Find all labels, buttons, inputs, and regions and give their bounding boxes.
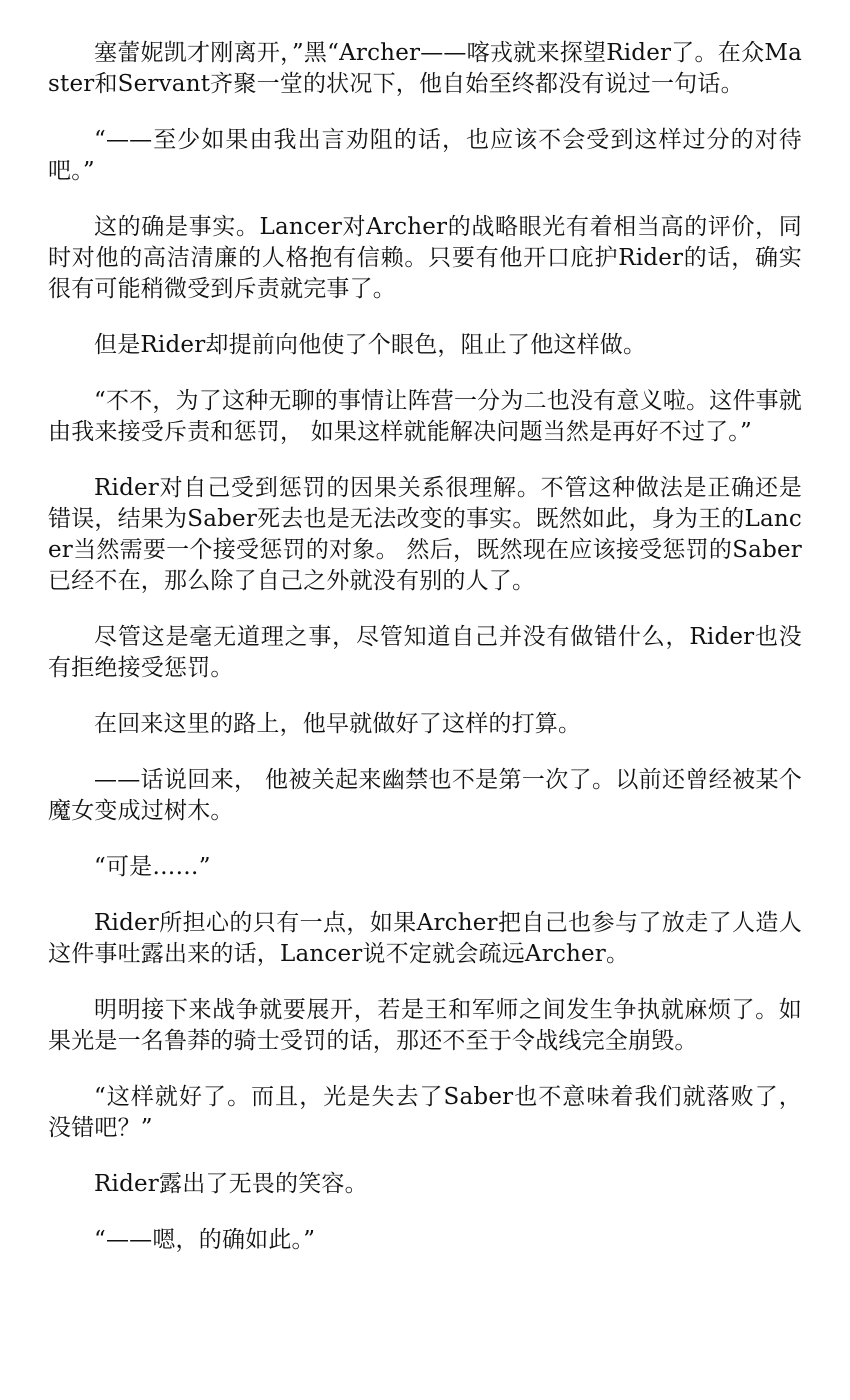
paragraph: “——至少如果由我出言劝阻的话，也应该不会受到这样过分的对待吧。” xyxy=(48,127,802,184)
paragraph: Rider露出了无畏的笑容。 xyxy=(94,1171,368,1197)
paragraph: 在回来这里的路上，他早就做好了这样的打算。 xyxy=(94,711,582,737)
paragraph: 但是Rider却提前向他使了个眼色，阻止了他这样做。 xyxy=(94,332,647,358)
paragraph: 这的确是事实。Lancer对Archer的战略眼光有着相当高的评价，同时对他的高洁清廉的人格抱有信赖。只要有他开口庇护Rider的话，确实很有可能稍微受到斥责就完事了。 xyxy=(48,214,802,302)
paragraph: Rider所担心的只有一点，如果Archer把自己也参与了放走了人造人这件事吐露出来的话，Lancer说不定就会疏远Archer。 xyxy=(48,910,802,967)
paragraph: 尽管这是毫无道理之事，尽管知道自己并没有做错什么，Rider也没有拒绝接受惩罚。 xyxy=(48,624,802,681)
paragraph: ——话说回来， 他被关起来幽禁也不是第一次了。以前还曾经被某个魔女变成过树木。 xyxy=(48,767,802,824)
paragraph: “可是……” xyxy=(94,854,211,880)
paragraph: “不不，为了这种无聊的事情让阵营一分为二也没有意义啦。这件事就由我来接受斥责和惩罚， 如果这样就能解决问题当然是再好不过了。” xyxy=(48,388,802,445)
paragraph: Rider对自己受到惩罚的因果关系很理解。不管这种做法是正确还是错误，结果为Saber死去也是无法改变的事实。既然如此，身为王的Lancer当然需要一个接受惩罚的对象。 然后，既然现在应该接受惩罚的Saber已经不在，那么除了自己之外就没有别的人了。 xyxy=(48,475,802,594)
paragraph: 明明接下来战争就要展开，若是王和军师之间发生争执就麻烦了。如果光是一名鲁莽的骑士受罚的话，那还不至于令战线完全崩毁。 xyxy=(48,997,802,1054)
paragraph: “这样就好了。而且，光是失去了Saber也不意味着我们就落败了，没错吧？” xyxy=(48,1084,802,1141)
paragraph: “——嗯，的确如此。” xyxy=(94,1227,316,1253)
paragraph: 塞蕾妮凯才刚离开，”黑“Archer——喀戎就来探望Rider了。在众Master和Servant齐聚一堂的状况下，他自始至终都没有说过一句话。 xyxy=(48,40,802,97)
